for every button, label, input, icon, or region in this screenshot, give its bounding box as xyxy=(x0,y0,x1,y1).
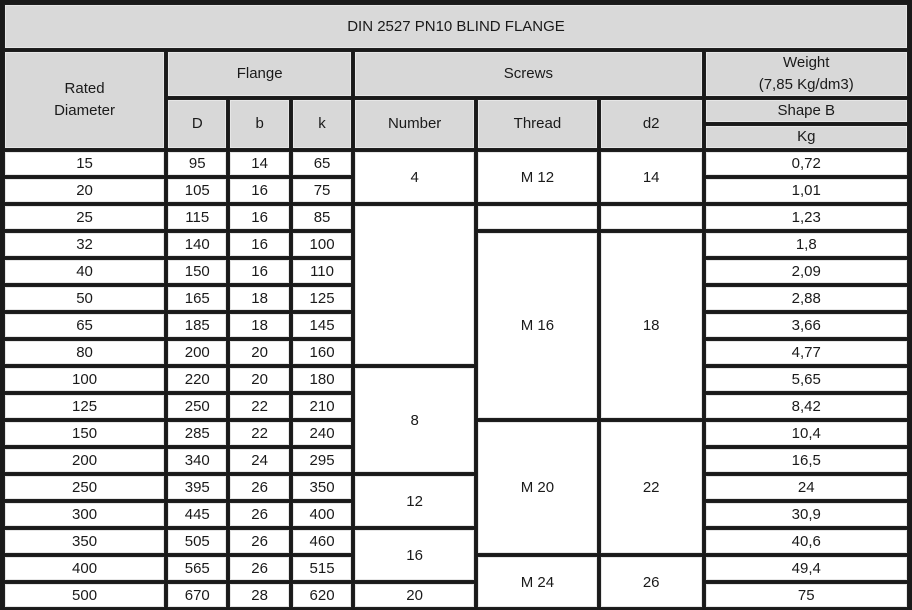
rated-diameter-cell: 65 xyxy=(4,313,165,338)
flange-table xyxy=(2,2,910,610)
flange-k-cell: 620 xyxy=(292,583,352,608)
flange-b-cell: 22 xyxy=(229,421,289,446)
weight-kg-cell: 1,8 xyxy=(705,232,909,257)
flange-D-cell: 105 xyxy=(167,178,227,203)
screw-d2-cell: 18 xyxy=(600,232,703,419)
flange-k-cell: 65 xyxy=(292,151,352,176)
screw-d2-cell: 26 xyxy=(600,556,703,608)
flange-D-cell: 505 xyxy=(167,529,227,554)
rated-diameter-cell: 400 xyxy=(4,556,165,581)
flange-D-cell: 220 xyxy=(167,367,227,392)
rated-diameter-cell: 100 xyxy=(4,367,165,392)
screw-number-cell: 16 xyxy=(354,529,475,581)
flange-b-cell: 16 xyxy=(229,205,289,230)
rated-diameter-cell: 32 xyxy=(4,232,165,257)
flange-b-cell: 26 xyxy=(229,556,289,581)
table-row xyxy=(4,475,908,500)
header-weight-density: (7,85 Kg/dm3) xyxy=(758,76,854,93)
flange-b-cell: 18 xyxy=(229,286,289,311)
flange-k-cell: 400 xyxy=(292,502,352,527)
flange-b-cell: 18 xyxy=(229,313,289,338)
flange-k-cell: 210 xyxy=(292,394,352,419)
flange-k-cell: 240 xyxy=(292,421,352,446)
flange-D-cell: 670 xyxy=(167,583,227,608)
weight-kg-cell: 2,88 xyxy=(705,286,909,311)
weight-kg-cell: 40,6 xyxy=(705,529,909,554)
flange-b-cell: 26 xyxy=(229,529,289,554)
weight-kg-cell: 3,66 xyxy=(705,313,909,338)
header-flange: Flange xyxy=(167,51,352,97)
screw-number-cell: 4 xyxy=(354,151,475,203)
rated-diameter-cell: 250 xyxy=(4,475,165,500)
screw-d2-cell: 22 xyxy=(600,421,703,554)
weight-kg-cell: 5,65 xyxy=(705,367,909,392)
table-row xyxy=(4,205,908,230)
screw-thread-cell xyxy=(477,205,598,230)
rated-diameter-cell: 500 xyxy=(4,583,165,608)
screw-thread-cell: M 20 xyxy=(477,421,598,554)
rated-diameter-cell: 300 xyxy=(4,502,165,527)
flange-b-cell: 24 xyxy=(229,448,289,473)
flange-b-cell: 20 xyxy=(229,367,289,392)
screw-number-cell: 8 xyxy=(354,367,475,473)
weight-kg-cell: 8,42 xyxy=(705,394,909,419)
flange-k-cell: 515 xyxy=(292,556,352,581)
flange-D-cell: 445 xyxy=(167,502,227,527)
header-number: Number xyxy=(354,99,475,149)
flange-b-cell: 20 xyxy=(229,340,289,365)
flange-k-cell: 125 xyxy=(292,286,352,311)
header-weight xyxy=(705,51,909,97)
screw-number-cell: 20 xyxy=(354,583,475,608)
screw-number-cell: 12 xyxy=(354,475,475,527)
flange-b-cell: 26 xyxy=(229,475,289,500)
flange-k-cell: 160 xyxy=(292,340,352,365)
flange-b-cell: 16 xyxy=(229,178,289,203)
flange-b-cell: 26 xyxy=(229,502,289,527)
flange-D-cell: 340 xyxy=(167,448,227,473)
header-k: k xyxy=(292,99,352,149)
screw-d2-cell xyxy=(600,205,703,230)
rated-diameter-cell: 25 xyxy=(4,205,165,230)
weight-kg-cell: 0,72 xyxy=(705,151,909,176)
flange-b-cell: 22 xyxy=(229,394,289,419)
table-row xyxy=(4,151,908,176)
header-D: D xyxy=(167,99,227,149)
flange-k-cell: 75 xyxy=(292,178,352,203)
flange-k-cell: 100 xyxy=(292,232,352,257)
screw-thread-cell: M 24 xyxy=(477,556,598,608)
screw-thread-cell: M 12 xyxy=(477,151,598,203)
header-shape-b: Shape B xyxy=(705,99,909,123)
weight-kg-cell: 10,4 xyxy=(705,421,909,446)
flange-D-cell: 185 xyxy=(167,313,227,338)
rated-diameter-cell: 15 xyxy=(4,151,165,176)
weight-kg-cell: 2,09 xyxy=(705,259,909,284)
flange-b-cell: 28 xyxy=(229,583,289,608)
flange-k-cell: 145 xyxy=(292,313,352,338)
screw-thread-cell: M 16 xyxy=(477,232,598,419)
table-row xyxy=(4,367,908,392)
rated-diameter-cell: 125 xyxy=(4,394,165,419)
rated-diameter-cell: 150 xyxy=(4,421,165,446)
table-row xyxy=(4,529,908,554)
weight-kg-cell: 16,5 xyxy=(705,448,909,473)
rated-diameter-cell: 200 xyxy=(4,448,165,473)
header-weight-label: Weight xyxy=(783,54,830,71)
flange-D-cell: 285 xyxy=(167,421,227,446)
rated-diameter-cell: 20 xyxy=(4,178,165,203)
rated-diameter-cell: 50 xyxy=(4,286,165,311)
flange-k-cell: 295 xyxy=(292,448,352,473)
flange-D-cell: 200 xyxy=(167,340,227,365)
rated-diameter-cell: 40 xyxy=(4,259,165,284)
flange-k-cell: 85 xyxy=(292,205,352,230)
weight-kg-cell: 1,01 xyxy=(705,178,909,203)
flange-k-cell: 180 xyxy=(292,367,352,392)
flange-D-cell: 140 xyxy=(167,232,227,257)
flange-D-cell: 165 xyxy=(167,286,227,311)
flange-D-cell: 395 xyxy=(167,475,227,500)
flange-b-cell: 16 xyxy=(229,259,289,284)
flange-k-cell: 460 xyxy=(292,529,352,554)
screw-number-cell xyxy=(354,205,475,365)
flange-k-cell: 350 xyxy=(292,475,352,500)
header-b: b xyxy=(229,99,289,149)
weight-kg-cell: 1,23 xyxy=(705,205,909,230)
rated-diameter-cell: 350 xyxy=(4,529,165,554)
flange-k-cell: 110 xyxy=(292,259,352,284)
header-d2: d2 xyxy=(600,99,703,149)
header-rated-diameter: Rated Diameter xyxy=(4,51,165,149)
flange-D-cell: 150 xyxy=(167,259,227,284)
table-header xyxy=(4,4,908,149)
flange-D-cell: 115 xyxy=(167,205,227,230)
flange-D-cell: 250 xyxy=(167,394,227,419)
weight-kg-cell: 75 xyxy=(705,583,909,608)
weight-kg-cell: 49,4 xyxy=(705,556,909,581)
table-body xyxy=(4,151,908,608)
table-title: DIN 2527 PN10 BLIND FLANGE xyxy=(4,4,908,49)
weight-kg-cell: 24 xyxy=(705,475,909,500)
flange-b-cell: 14 xyxy=(229,151,289,176)
screw-d2-cell: 14 xyxy=(600,151,703,203)
flange-D-cell: 565 xyxy=(167,556,227,581)
flange-D-cell: 95 xyxy=(167,151,227,176)
weight-kg-cell: 4,77 xyxy=(705,340,909,365)
rated-diameter-cell: 80 xyxy=(4,340,165,365)
flange-b-cell: 16 xyxy=(229,232,289,257)
header-kg: Kg xyxy=(705,125,909,149)
header-thread: Thread xyxy=(477,99,598,149)
header-screws: Screws xyxy=(354,51,702,97)
weight-kg-cell: 30,9 xyxy=(705,502,909,527)
